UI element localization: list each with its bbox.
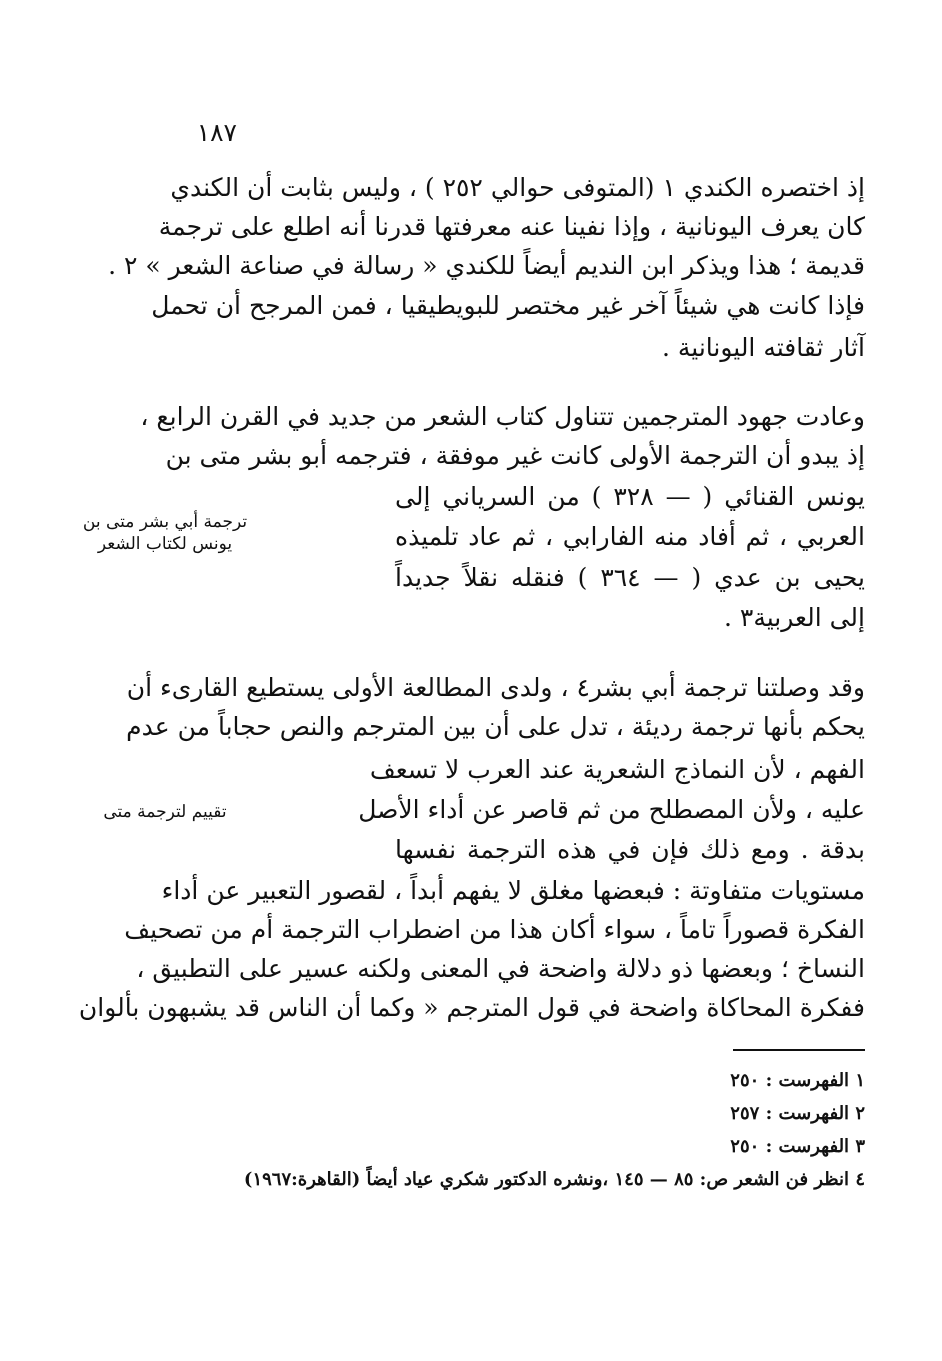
paragraph-line: النساخ ؛ وبعضها ذو دلالة واضحة في المعنى ولكنه عسير على التطبيق ،	[136, 954, 865, 983]
margin-note-line: ترجمة أبي بشر متى بن	[82, 512, 248, 532]
margin-note	[70, 511, 260, 555]
page-number: ١٨٧	[196, 118, 237, 147]
footnote: ٤ انظر فن الشعر ص: ٨٥ — ١٤٥ ،ونشره الدكتور شكري عياد أيضاً (القاهرة:١٩٦٧)	[243, 1169, 865, 1190]
paragraph-line: العربي ، ثم أفاد منه الفارابي ، ثم عاد تلميذه	[395, 522, 865, 551]
paragraph-line: ففكرة المحاكاة واضحة في قول المترجم « وكما أن الناس قد يشبهون بألوان	[78, 993, 865, 1022]
footnote: ٣ الفهرست : ٢٥٠	[730, 1136, 865, 1157]
paragraph-line: بدقة . ومع ذلك فإن في هذه الترجمة نفسها	[395, 835, 865, 864]
paragraph-line: وقد وصلتنا ترجمة أبي بشر٤ ، ولدى المطالعة الأولى يستطيع القارىء أن	[126, 673, 865, 702]
paragraph-line: مستويات متفاوتة : فبعضها مغلق لا يفهم أبداً ، لقصور التعبير عن أداء	[161, 876, 865, 905]
paragraph-line: يحيى بن عدي ( — ٣٦٤ ) فنقله نقلاً جديداً	[395, 563, 865, 592]
paragraph-line: آثار ثقافته اليونانية .	[661, 333, 865, 362]
paragraph-line: الفهم ، لأن النماذج الشعرية عند العرب لا تسعف	[369, 755, 865, 784]
paragraph-line: إذ اختصره الكندي ١ (المتوفى حوالي ٢٥٢ ) ، وليس بثابت أن الكندي	[170, 173, 865, 202]
paragraph-line: يحكم بأنها ترجمة رديئة ، تدل على أن بين المترجم والنص حجاباً من عدم	[126, 712, 865, 741]
paragraph-line: إلى العربية٣ .	[723, 603, 865, 632]
margin-note-line: تقييم لترجمة متى	[103, 802, 227, 822]
paragraph-line: وعادت جهود المترجمين تتناول كتاب الشعر من جديد في القرن الرابع ،	[140, 402, 865, 431]
paragraph-line: الفكرة قصوراً تاماً ، سواء أكان هذا من اضطراب الترجمة أم من تصحيف	[124, 915, 865, 944]
footnote: ٢ الفهرست : ٢٥٧	[730, 1103, 865, 1124]
footnote-divider	[733, 1049, 865, 1051]
paragraph-line: يونس القنائي ( — ٣٢٨ ) من السرياني إلى	[395, 482, 865, 511]
footnote: ١ الفهرست : ٢٥٠	[730, 1070, 865, 1091]
paragraph-line: قديمة ؛ هذا ويذكر ابن النديم أيضاً للكندي « رسالة في صناعة الشعر » ٢ .	[108, 251, 865, 280]
margin-note-line: يونس لكتاب الشعر	[97, 534, 233, 554]
margin-note	[70, 801, 260, 823]
paragraph-line: كان يعرف اليونانية ، وإذا نفينا عنه معرفتها قدرنا أنه اطلع على ترجمة	[158, 212, 865, 241]
paragraph-line: فإذا كانت هي شيئاً آخر غير مختصر للبويطيقيا ، فمن المرجح أن تحمل	[151, 291, 865, 320]
paragraph-line: عليه ، ولأن المصطلح من ثم قاصر عن أداء الأصل	[358, 795, 865, 824]
paragraph-line: إذ يبدو أن الترجمة الأولى كانت غير موفقة ، فترجمه أبو بشر متى بن	[165, 441, 865, 470]
